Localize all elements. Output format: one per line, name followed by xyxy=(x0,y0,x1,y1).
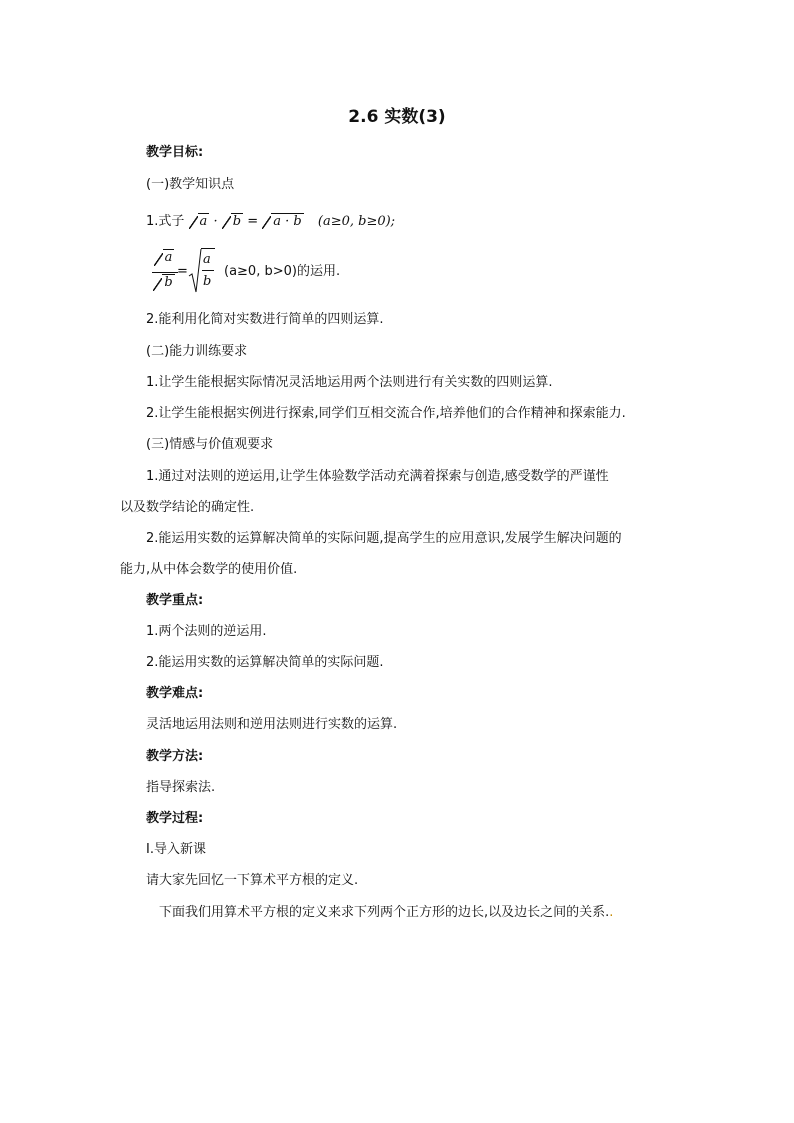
process-step-2: 请大家先回忆一下算术平方根的定义. xyxy=(146,873,359,888)
difficulty-heading: 教学难点: xyxy=(146,686,204,701)
sqrt-b-denominator: b xyxy=(153,275,174,290)
process-step-3 xyxy=(159,904,613,922)
keypoints-item-2: 2.能运用实数的运算解决简单的实际问题. xyxy=(146,655,384,670)
objectives-heading: 教学目标: xyxy=(146,145,204,160)
fraction-bar-2 xyxy=(202,270,214,271)
ability-item-1: 1.让学生能根据实际情况灵活地运用两个法则进行有关实数的四则运算. xyxy=(146,375,553,390)
fraction-top: a xyxy=(203,252,211,267)
radical-sign xyxy=(188,248,202,294)
sqrt-ab: a · b xyxy=(262,213,303,231)
page-title: 2.6 实数(3) xyxy=(348,107,446,127)
difficulty-item-1: 灵活地运用法则和逆用法则进行实数的运算. xyxy=(146,717,398,732)
emotion-item-1-line-1: 1.通过对法则的逆运用,让学生体验数学活动充满着探索与创造,感受数学的严谨性 xyxy=(146,469,609,484)
knowledge-heading: (一)教学知识点 xyxy=(146,177,235,192)
formula-1-condition: (a≥0, b≥0); xyxy=(317,214,396,229)
formula-2-condition: (a≥0, b>0)的运用. xyxy=(224,264,341,279)
process-step-1: Ⅰ.导入新课 xyxy=(146,842,206,857)
fraction-bar xyxy=(152,272,178,273)
process-step-3-text: 下面我们用算术平方根的定义来求下列两个正方形的边长,以及边长之间的关系. xyxy=(159,905,610,920)
process-step-3-mark: . xyxy=(609,905,614,920)
sqrt-a: a xyxy=(189,213,210,231)
sqrt-a-over-b xyxy=(188,248,228,296)
keypoints-heading: 教学重点: xyxy=(146,593,204,608)
knowledge-item-2: 2.能利用化简对实数进行简单的四则运算. xyxy=(146,312,384,327)
sqrt-b: b xyxy=(222,213,243,231)
dot-operator: · xyxy=(213,214,218,229)
emotion-item-2-line-1: 2.能运用实数的运算解决简单的实际问题,提高学生的应用意识,发展学生解决问题的 xyxy=(146,531,622,546)
sqrt-a-numerator: a xyxy=(154,250,175,265)
equals-sign: = xyxy=(247,214,259,229)
formula-1-prefix: 1.式子 xyxy=(146,214,185,229)
emotion-item-1-line-2: 以及数学结论的确定性. xyxy=(120,500,255,515)
emotion-item-2-line-2: 能力,从中体会数学的使用价值. xyxy=(120,562,298,577)
method-item-1: 指导探索法. xyxy=(146,780,216,795)
fraction-bottom: b xyxy=(203,274,212,289)
formula-1 xyxy=(146,213,395,231)
keypoints-item-1: 1.两个法则的逆运用. xyxy=(146,624,267,639)
ability-item-2: 2.让学生能根据实例进行探索,同学们互相交流合作,培养他们的合作精神和探索能力. xyxy=(146,406,626,421)
ability-heading: (二)能力训练要求 xyxy=(146,344,248,359)
equals-sign-2: = xyxy=(177,264,188,279)
emotion-heading: (三)情感与价值观要求 xyxy=(146,437,274,452)
method-heading: 教学方法: xyxy=(146,749,204,764)
process-heading: 教学过程: xyxy=(146,811,204,826)
